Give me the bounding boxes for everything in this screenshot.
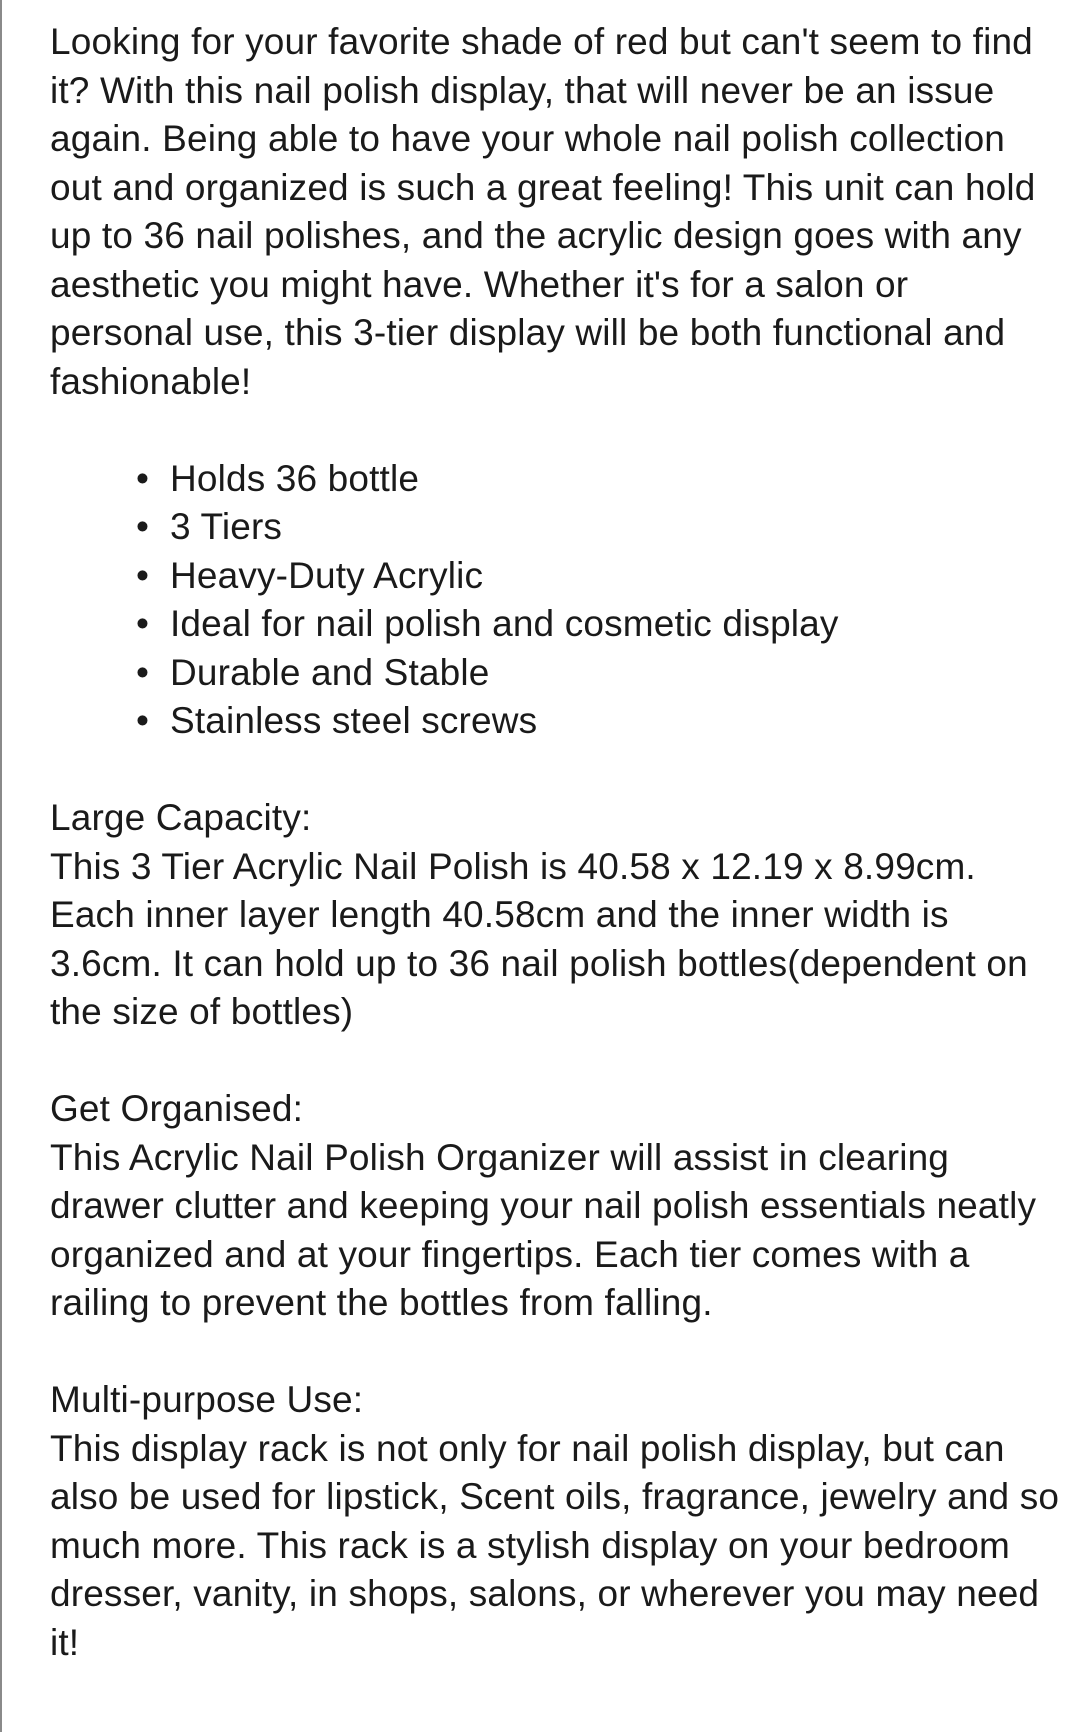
- section-heading: Multi-purpose Use:: [50, 1379, 364, 1420]
- section-body: This display rack is not only for nail polish display, but can also be used for lipstick, Scent oils, fragrance, jewelry and so much more. This rack is a stylish display on your bedroom dresser, vanity, in shops, salons, or wherever you may need it!: [50, 1427, 1060, 1663]
- bullet-icon: •: [136, 603, 150, 644]
- section-multi-purpose-use: [50, 1376, 1060, 1667]
- feature-text: Durable and Stable: [170, 651, 490, 693]
- feature-item: [136, 697, 1060, 746]
- bullet-icon: •: [136, 506, 150, 547]
- feature-item: [136, 503, 1060, 552]
- section-heading: Large Capacity:: [50, 797, 312, 838]
- intro-paragraph: Looking for your favorite shade of red but can't seem to find it? With this nail polish display, that will never be an issue again. Being able to have your whole nail polish collection out and organized is such a great feeling! This unit can hold up to 36 nail polishes, and the acrylic design goes with any aesthetic you might have. Whether it's for a salon or personal use, this 3-tier display will be both functional and fashionable!: [50, 21, 1036, 402]
- bullet-icon: •: [136, 651, 150, 693]
- feature-text: Holds 36 bottle: [170, 457, 420, 499]
- feature-text: Stainless steel screws: [170, 700, 538, 741]
- feature-text: 3 Tiers: [170, 506, 283, 547]
- bullet-icon: •: [136, 457, 150, 499]
- feature-item: [136, 455, 1060, 504]
- section-body: This 3 Tier Acrylic Nail Polish is 40.58 x 12.19 x 8.99cm. Each inner layer length 40.58cm and the inner width is 3.6cm. It can hold up to 36 nail polish bottles(dependent on the size of bottles): [50, 845, 1028, 1032]
- feature-list: [50, 455, 1060, 746]
- section-heading: Get Organised:: [50, 1088, 304, 1129]
- feature-text: Ideal for nail polish and cosmetic display: [170, 603, 839, 644]
- product-description: [50, 18, 1060, 1716]
- feature-item: [136, 649, 1060, 698]
- section-get-organised: [50, 1085, 1060, 1328]
- feature-item: [136, 552, 1060, 601]
- feature-text: Heavy-Duty Acrylic: [170, 554, 484, 596]
- section-body: This Acrylic Nail Polish Organizer will assist in clearing drawer clutter and keeping your nail polish essentials neatly organized and at your fingertips. Each tier comes with a railing to prevent the bottles from falling.: [50, 1136, 1037, 1323]
- left-border: [0, 0, 2, 1732]
- feature-item: [136, 600, 1060, 649]
- bullet-icon: •: [136, 554, 150, 596]
- section-large-capacity: [50, 794, 1060, 1037]
- bullet-icon: •: [136, 700, 150, 741]
